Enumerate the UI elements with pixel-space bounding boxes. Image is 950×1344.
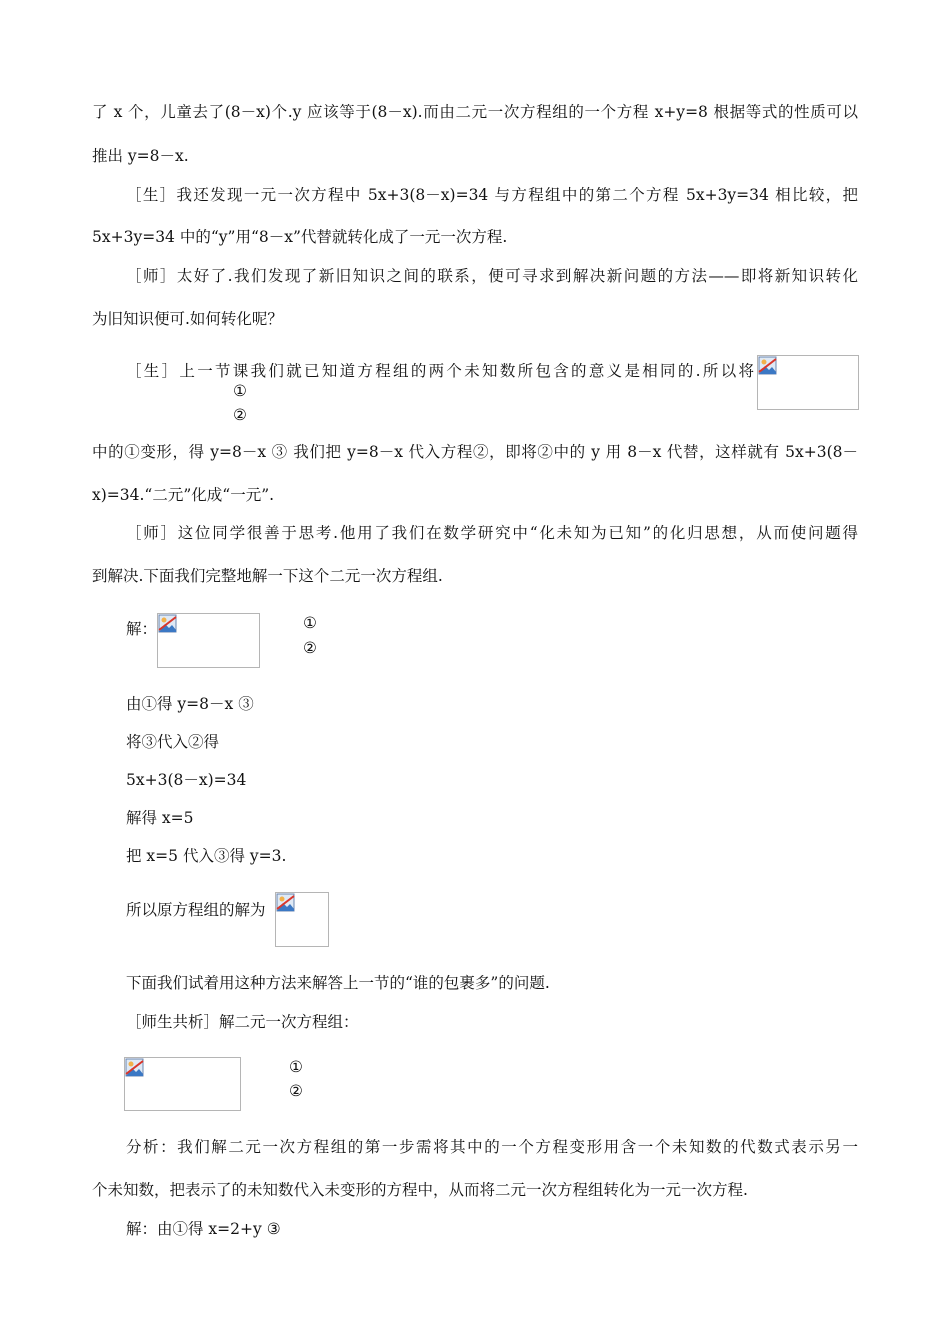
broken-image-icon	[758, 356, 778, 376]
equation-image	[275, 892, 329, 947]
marker-two: ②	[233, 406, 247, 424]
text-line: 解：由①得 x=2+y ③	[126, 1220, 281, 1238]
broken-image-icon	[276, 893, 296, 913]
text-line: x)=34.“二元”化成“一元”.	[92, 486, 275, 504]
marker-one: ①	[303, 614, 317, 632]
text-line: ［师］太好了.我们发现了新旧知识之间的联系，便可寻求到解决新问题的方法——即将新知识转化	[126, 267, 858, 285]
text-line: 个未知数，把表示了的未知数代入未变形的方程中，从而将二元一次方程组转化为一元一次方程.	[92, 1181, 748, 1199]
text-line: 下面我们试着用这种方法来解答上一节的“谁的包裹多”的问题.	[126, 974, 550, 992]
text-line: 到解决.下面我们完整地解一下这个二元一次方程组.	[92, 567, 443, 585]
text-line: ［师］这位同学很善于思考.他用了我们在数学研究中“化未知为已知”的化归思想，从而使问题得	[126, 524, 858, 542]
text-line: 为旧知识便可.如何转化呢？	[92, 310, 283, 328]
broken-image-icon	[158, 614, 178, 634]
text-line: 把 x=5 代入③得 y=3.	[126, 847, 287, 865]
text-line: ［生］上一节课我们就已知道方程组的两个未知数所包含的意义是相同的.所以将	[126, 362, 754, 380]
marker-one: ①	[289, 1058, 303, 1076]
text-line: 中的①变形，得 y=8－x ③ 我们把 y=8－x 代入方程②，即将②中的 y 用 8－x 代替，这样就有 5x+3(8－	[92, 443, 858, 461]
text-line: 分析：我们解二元一次方程组的第一步需将其中的一个方程变形用含一个未知数的代数式表示另一	[126, 1138, 858, 1156]
text-line: 推出 y=8－x.	[92, 147, 189, 165]
text-line: ［生］我还发现一元一次方程中 5x+3(8－x)=34 与方程组中的第二个方程 5x+3y=34 相比较，把	[126, 186, 858, 204]
text-line: 5x+3(8－x)=34	[126, 771, 247, 789]
text-line: 由①得 y=8－x ③	[126, 695, 254, 713]
text-line: 了 x 个，儿童去了(8－x)个.y 应该等于(8－x).而由二元一次方程组的一个方程 x+y=8 根据等式的性质可以	[92, 103, 858, 121]
text-line: 解得 x=5	[126, 809, 194, 827]
marker-two: ②	[289, 1082, 303, 1100]
equation-image	[757, 355, 859, 410]
solve-label: 解：	[126, 620, 158, 638]
broken-image-icon	[125, 1058, 145, 1078]
text-line: 5x+3y=34 中的“y”用“8－x”代替就转化成了一元一次方程.	[92, 228, 508, 246]
equation-image	[157, 613, 260, 668]
marker-two: ②	[303, 639, 317, 657]
text-line: 所以原方程组的解为	[126, 901, 266, 919]
marker-one: ①	[233, 382, 247, 400]
equation-image	[124, 1057, 241, 1111]
text-line: 将③代入②得	[126, 733, 220, 751]
text-line: ［师生共析］解二元一次方程组：	[126, 1013, 359, 1031]
